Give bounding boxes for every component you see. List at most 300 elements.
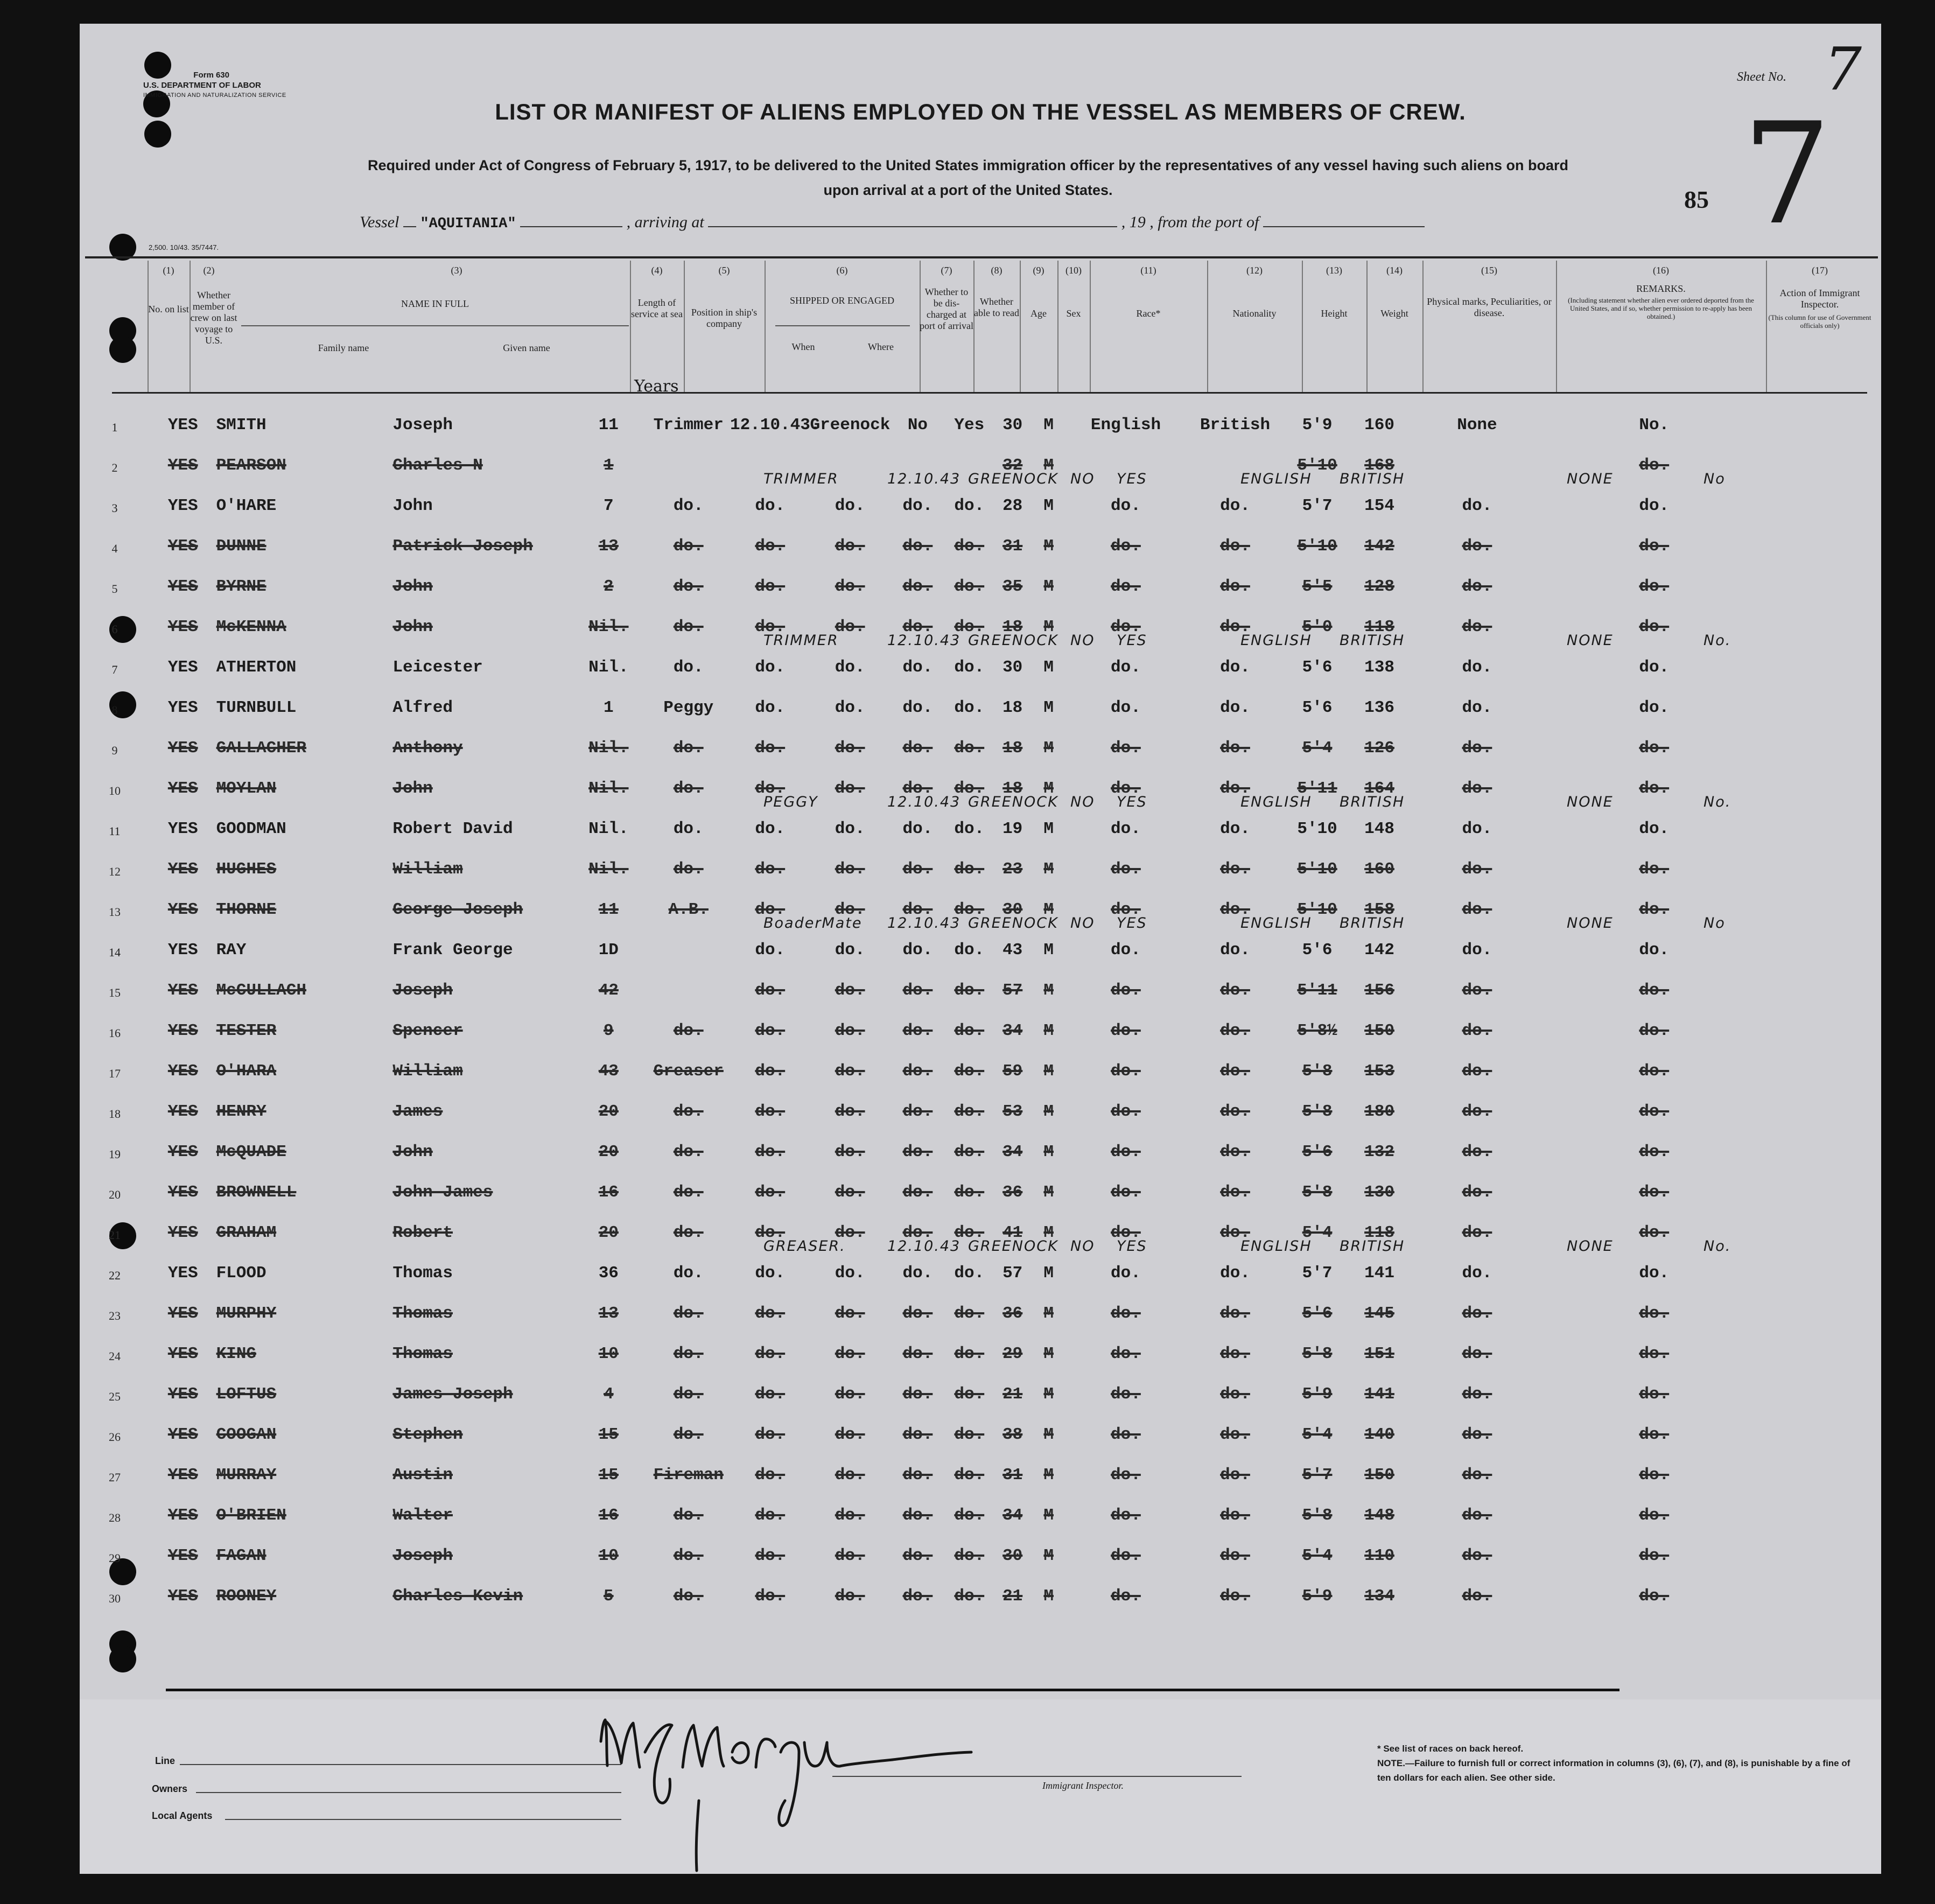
cell-position: do.: [673, 1304, 704, 1323]
cell-remarks: No.: [1639, 416, 1670, 435]
crew-row: [80, 683, 1881, 724]
cell-able-to-read: do.: [954, 860, 985, 879]
cell-crew-status: YES: [167, 456, 198, 475]
cell-discharged: do.: [902, 1264, 933, 1283]
cell-position: [647, 966, 730, 1006]
cell-sex: M: [1043, 1264, 1054, 1283]
cell-line-number: 23: [108, 1309, 121, 1322]
cell-age: 36: [1002, 1183, 1023, 1202]
header-discharged: Whether to be dis-charged at port of arrival: [920, 286, 973, 331]
cell-shipped-where: do.: [835, 1102, 865, 1121]
header-race: Race*: [1136, 308, 1161, 319]
cell-family-name: DUNNE: [216, 537, 267, 556]
cell-age: 30: [1002, 900, 1023, 919]
cell-position: do.: [673, 860, 704, 879]
cell-weight: 132: [1364, 1143, 1394, 1161]
crew-row: [80, 1572, 1881, 1612]
cell-race: English: [1090, 416, 1161, 435]
cell-position: Peggy: [663, 698, 714, 717]
cell-nationality: do.: [1220, 698, 1250, 717]
cell-given-name: Anthony: [392, 739, 463, 758]
cell-shipped-where: do.: [835, 1223, 865, 1242]
crew-table: [80, 401, 1881, 1612]
column-number: (5): [718, 265, 730, 276]
cell-height: 5'10: [1297, 820, 1337, 838]
cell-age: 32: [1002, 456, 1023, 475]
cell-discharged: do.: [902, 1102, 933, 1121]
cell-nationality: do.: [1220, 820, 1250, 838]
cell-height: 5'6: [1302, 941, 1333, 960]
cell-nationality: do.: [1220, 1345, 1250, 1363]
cell-line-number: 6: [111, 622, 118, 636]
cell-nationality: do.: [1220, 1223, 1250, 1242]
cell-age: 18: [1002, 779, 1023, 798]
cell-position: do.: [673, 496, 704, 515]
cell-given-name: James Joseph: [392, 1385, 513, 1404]
cell-inspector-action: [1762, 1370, 1881, 1410]
column-number: (16): [1653, 265, 1669, 276]
cell-nationality: do.: [1220, 1183, 1250, 1202]
cell-given-name: Walter: [392, 1506, 453, 1525]
cell-weight: 160: [1364, 416, 1394, 435]
cell-inspector-action: [1762, 562, 1881, 603]
cell-shipped-where: do.: [835, 1506, 865, 1525]
hand-race: ENGLISH: [1240, 794, 1312, 810]
column-number: (8): [991, 265, 1002, 276]
header-age: Age: [1030, 308, 1047, 319]
cell-physical-marks: do.: [1462, 1466, 1492, 1485]
cell-position: do.: [673, 618, 704, 636]
cell-line-number: 29: [108, 1551, 121, 1565]
cell-age: 36: [1002, 1304, 1023, 1323]
cell-shipped-when: do.: [755, 1587, 786, 1606]
cell-nationality: do.: [1220, 537, 1250, 556]
crew-row: [80, 1410, 1881, 1451]
cell-crew-status: YES: [167, 1062, 198, 1081]
cell-sex: M: [1043, 1021, 1054, 1040]
column-number: (12): [1246, 265, 1263, 276]
hand-where: GREENOCK: [968, 915, 1058, 932]
hand-read: YES: [1117, 632, 1147, 649]
cell-line-number: 21: [108, 1228, 121, 1242]
cell-physical-marks: do.: [1462, 1143, 1492, 1161]
cell-discharged: do.: [902, 1062, 933, 1081]
cell-remarks: do.: [1639, 577, 1670, 596]
cell-crew-status: YES: [167, 1102, 198, 1121]
cell-inspector-action: [1762, 966, 1881, 1006]
cell-able-to-read: do.: [954, 1506, 985, 1525]
cell-height: 5'7: [1302, 1264, 1333, 1283]
cell-inspector-action: [1762, 804, 1881, 845]
cell-age: 19: [1002, 820, 1023, 838]
cell-length-of-service: Nil.: [588, 860, 629, 879]
cell-crew-status: YES: [167, 416, 198, 435]
cell-height: 5'6: [1302, 1143, 1333, 1161]
cell-line-number: 19: [108, 1147, 121, 1161]
cell-line-number: 1: [111, 421, 118, 434]
cell-race: do.: [1111, 618, 1141, 636]
crew-row: [80, 845, 1881, 885]
cell-remarks: do.: [1639, 1183, 1670, 1202]
cell-height: 5'8½: [1297, 1021, 1337, 1040]
cell-sex: M: [1043, 1223, 1054, 1242]
hand-marks: NONE: [1567, 471, 1614, 487]
cell-line-number: 2: [111, 461, 118, 474]
cell-crew-status: YES: [167, 1587, 198, 1606]
cell-shipped-when: do.: [755, 658, 786, 677]
cell-given-name: John: [392, 496, 433, 515]
cell-weight: 128: [1364, 577, 1394, 596]
cell-age: 34: [1002, 1506, 1023, 1525]
cell-physical-marks: do.: [1462, 739, 1492, 758]
cell-line-number: 9: [111, 744, 118, 757]
crew-row: [80, 1128, 1881, 1168]
crew-row: [80, 724, 1881, 764]
cell-line-number: 18: [108, 1107, 121, 1121]
cell-nationality: do.: [1220, 577, 1250, 596]
cell-line-number: 12: [108, 865, 121, 878]
cell-shipped-when: do.: [755, 1345, 786, 1363]
cell-nationality: do.: [1220, 1304, 1250, 1323]
cell-able-to-read: do.: [954, 1021, 985, 1040]
cell-line-number: 17: [108, 1067, 121, 1080]
cell-position: [647, 926, 730, 966]
cell-shipped-where: do.: [835, 941, 865, 960]
hand-nationality: BRITISH: [1340, 915, 1405, 932]
cell-shipped-when: do.: [755, 1143, 786, 1161]
service-name: IMMIGRATION AND NATURALIZATION SERVICE: [143, 92, 286, 99]
cell-inspector-action: [1762, 603, 1881, 643]
cell-age: 30: [1002, 416, 1023, 435]
cell-crew-status: YES: [167, 779, 198, 798]
hand-nationality: BRITISH: [1340, 794, 1405, 810]
cell-nationality: do.: [1220, 496, 1250, 515]
cell-able-to-read: do.: [954, 941, 985, 960]
cell-height: 5'4: [1302, 1223, 1333, 1242]
crew-row: [80, 1491, 1881, 1531]
cell-family-name: O'HARA: [216, 1062, 277, 1081]
cell-able-to-read: do.: [954, 1385, 985, 1404]
cell-physical-marks: do.: [1462, 860, 1492, 879]
hand-race: ENGLISH: [1240, 915, 1312, 932]
cell-shipped-where: do.: [835, 1143, 865, 1161]
cell-length-of-service: 1: [604, 456, 614, 475]
cell-weight: 110: [1364, 1546, 1394, 1565]
cell-nationality: do.: [1220, 860, 1250, 879]
cell-discharged: do.: [902, 981, 933, 1000]
cell-position: do.: [673, 658, 704, 677]
cell-inspector-action: [1762, 885, 1881, 926]
cell-height: 5'4: [1302, 1425, 1333, 1444]
cell-line-number: 11: [109, 824, 121, 838]
cell-remarks: do.: [1639, 739, 1670, 758]
cell-race: do.: [1111, 537, 1141, 556]
cell-shipped-when: do.: [755, 1466, 786, 1485]
header-nationality: Nationality: [1232, 308, 1277, 319]
cell-physical-marks: do.: [1462, 1345, 1492, 1363]
cell-line-number: 13: [108, 905, 121, 919]
cell-length-of-service: 7: [604, 496, 614, 515]
cell-crew-status: YES: [167, 577, 198, 596]
cell-sex: M: [1043, 1304, 1054, 1323]
cell-race: do.: [1111, 658, 1141, 677]
cell-inspector-action: [1762, 401, 1881, 441]
cell-line-number: 3: [111, 501, 118, 515]
cell-race: do.: [1111, 496, 1141, 515]
column-number: (6): [836, 265, 848, 276]
sheet-number-label: Sheet No.: [1737, 70, 1786, 84]
cell-length-of-service: 10: [598, 1546, 619, 1565]
cell-age: 21: [1002, 1587, 1023, 1606]
cell-sex: M: [1043, 779, 1054, 798]
line-label: Line: [155, 1755, 176, 1766]
cell-length-of-service: 4: [604, 1385, 614, 1404]
hand-remarks: No: [1703, 471, 1726, 487]
cell-family-name: GRAHAM: [216, 1223, 277, 1242]
cell-height: 5'0: [1302, 618, 1333, 636]
cell-crew-status: YES: [167, 1021, 198, 1040]
crew-row: [80, 1087, 1881, 1128]
cell-position: Fireman: [653, 1466, 724, 1485]
crew-row: [80, 804, 1881, 845]
cell-shipped-when: do.: [755, 820, 786, 838]
header-shipped-engaged: SHIPPED OR ENGAGED: [789, 295, 894, 306]
cell-given-name: James: [392, 1102, 443, 1121]
cell-sex: M: [1043, 820, 1054, 838]
header-when: When: [791, 341, 815, 352]
cell-height: 5'6: [1302, 1304, 1333, 1323]
cell-age: 18: [1002, 739, 1023, 758]
cell-position: do.: [673, 779, 704, 798]
cell-age: 57: [1002, 1264, 1023, 1283]
cell-discharged: do.: [902, 1587, 933, 1606]
cell-given-name: William: [392, 860, 463, 879]
cell-physical-marks: do.: [1462, 537, 1492, 556]
cell-able-to-read: do.: [954, 1425, 985, 1444]
cell-sex: M: [1043, 1506, 1054, 1525]
local-agents-label: Local Agents: [152, 1810, 213, 1821]
cell-inspector-action: [1762, 1087, 1881, 1128]
cell-crew-status: YES: [167, 1304, 198, 1323]
hand-remarks: No.: [1703, 632, 1731, 649]
header-family-name: Family name: [318, 342, 369, 353]
cell-race: do.: [1111, 1345, 1141, 1363]
subtitle-line-2: upon arrival at a port of the United States.: [823, 182, 1113, 198]
hand-position: GREASER.: [763, 1238, 846, 1255]
hand-when: 12.10.43: [887, 794, 961, 810]
cell-shipped-when: do.: [755, 1021, 786, 1040]
cell-able-to-read: do.: [954, 1183, 985, 1202]
cell-nationality: do.: [1220, 1062, 1250, 1081]
cell-position: do.: [673, 1345, 704, 1363]
cell-length-of-service: 20: [598, 1223, 619, 1242]
cell-shipped-where: do.: [835, 1587, 865, 1606]
cell-height: 5'8: [1302, 1345, 1333, 1363]
cell-shipped-where: do.: [835, 1466, 865, 1485]
cell-family-name: BROWNELL: [216, 1183, 297, 1202]
column-number: (13): [1326, 265, 1342, 276]
cell-position: do.: [673, 1587, 704, 1606]
cell-shipped-when: do.: [755, 941, 786, 960]
cell-age: 38: [1002, 1425, 1023, 1444]
cell-remarks: do.: [1639, 1102, 1670, 1121]
cell-race: do.: [1111, 941, 1141, 960]
cell-crew-status: YES: [167, 1466, 198, 1485]
cell-discharged: do.: [902, 1546, 933, 1565]
cell-nationality: do.: [1220, 1546, 1250, 1565]
cell-length-of-service: 15: [598, 1425, 619, 1444]
cell-sex: M: [1043, 1143, 1054, 1161]
cell-race: do.: [1111, 577, 1141, 596]
cell-race: do.: [1111, 1264, 1141, 1283]
cell-shipped-when: do.: [755, 1223, 786, 1242]
cell-physical-marks: do.: [1462, 1304, 1492, 1323]
years-note: Years: [634, 377, 679, 396]
cell-inspector-action: [1762, 683, 1881, 724]
cell-remarks: do.: [1639, 1021, 1670, 1040]
crew-row: [80, 643, 1881, 683]
cell-position: do.: [673, 1021, 704, 1040]
cell-inspector-action: [1762, 1329, 1881, 1370]
cell-family-name: THORNE: [216, 900, 277, 919]
cell-length-of-service: 2: [604, 577, 614, 596]
cell-nationality: do.: [1220, 618, 1250, 636]
cell-age: 59: [1002, 1062, 1023, 1081]
cell-height: 5'5: [1302, 577, 1333, 596]
cell-able-to-read: do.: [954, 1304, 985, 1323]
cell-nationality: do.: [1220, 1102, 1250, 1121]
cell-position: do.: [673, 1385, 704, 1404]
cell-remarks: do.: [1639, 1425, 1670, 1444]
cell-able-to-read: do.: [954, 1345, 985, 1363]
cell-nationality: do.: [1220, 1506, 1250, 1525]
cell-crew-status: YES: [167, 658, 198, 677]
cell-weight: 134: [1364, 1587, 1394, 1606]
cell-able-to-read: Yes: [954, 416, 985, 435]
cell-shipped-where: do.: [835, 860, 865, 879]
cell-given-name: Stephen: [392, 1425, 463, 1444]
cell-able-to-read: do.: [954, 1264, 985, 1283]
cell-discharged: do.: [902, 1385, 933, 1404]
cell-given-name: John: [392, 577, 433, 596]
cell-crew-status: YES: [167, 537, 198, 556]
cell-remarks: do.: [1639, 1264, 1670, 1283]
cell-weight: 148: [1364, 820, 1394, 838]
cell-shipped-where: do.: [835, 496, 865, 515]
cell-weight: 168: [1364, 456, 1394, 475]
cell-age: 31: [1002, 1466, 1023, 1485]
cell-age: 53: [1002, 1102, 1023, 1121]
cell-sex: M: [1043, 577, 1054, 596]
year-label: , 19: [1121, 213, 1146, 231]
cell-discharged: do.: [902, 1506, 933, 1525]
cell-shipped-where: do.: [835, 1345, 865, 1363]
cell-discharged: do.: [902, 1021, 933, 1040]
cell-weight: 151: [1364, 1345, 1394, 1363]
cell-height: 5'9: [1302, 1587, 1333, 1606]
cell-weight: 126: [1364, 739, 1394, 758]
cell-inspector-action: [1762, 764, 1881, 804]
cell-shipped-when: do.: [755, 779, 786, 798]
cell-height: 5'10: [1297, 537, 1337, 556]
cell-nationality: do.: [1220, 658, 1250, 677]
cell-physical-marks: None: [1457, 416, 1497, 435]
cell-physical-marks: do.: [1462, 1102, 1492, 1121]
crew-row: [80, 1047, 1881, 1087]
cell-nationality: do.: [1220, 900, 1250, 919]
document-title: LIST OR MANIFEST OF ALIENS EMPLOYED ON THE VESSEL AS MEMBERS OF CREW.: [495, 99, 1466, 124]
cell-inspector-action: [1762, 1451, 1881, 1491]
cell-shipped-when: do.: [755, 1506, 786, 1525]
cell-shipped-where: do.: [835, 1183, 865, 1202]
cell-discharged: do.: [902, 618, 933, 636]
arriving-label: , arriving at: [626, 213, 704, 231]
cell-family-name: LOFTUS: [216, 1385, 277, 1404]
hand-where: GREENOCK: [968, 471, 1058, 487]
column-number: (11): [1140, 265, 1156, 276]
hand-nationality: BRITISH: [1340, 1238, 1405, 1255]
cell-position: A.B.: [668, 900, 709, 919]
cell-shipped-when: do.: [755, 1425, 786, 1444]
cell-discharged: do.: [902, 779, 933, 798]
cell-sex: M: [1043, 1345, 1054, 1363]
cell-shipped-where: do.: [835, 900, 865, 919]
cell-race: do.: [1111, 900, 1141, 919]
cell-length-of-service: 1: [604, 698, 614, 717]
hand-discharged: NO: [1070, 1238, 1095, 1255]
cell-shipped-when: do.: [755, 1102, 786, 1121]
cell-shipped-where: do.: [835, 739, 865, 758]
cell-crew-status: YES: [167, 1506, 198, 1525]
cell-able-to-read: do.: [954, 496, 985, 515]
cell-physical-marks: do.: [1462, 1506, 1492, 1525]
cell-given-name: Joseph: [392, 981, 453, 1000]
cell-inspector-action: [1762, 643, 1881, 683]
cell-weight: 158: [1364, 900, 1394, 919]
cell-family-name: O'BRIEN: [216, 1506, 286, 1525]
hand-remarks: No.: [1703, 1238, 1731, 1255]
vessel-line: [360, 213, 1425, 232]
cell-sex: M: [1043, 739, 1054, 758]
cell-sex: M: [1043, 1062, 1054, 1081]
cell-sex: M: [1043, 658, 1054, 677]
cell-given-name: Robert: [392, 1223, 453, 1242]
cell-position: do.: [673, 1425, 704, 1444]
hand-read: YES: [1117, 915, 1147, 932]
cell-sex: M: [1043, 860, 1054, 879]
cell-line-number: 24: [108, 1349, 121, 1363]
hand-read: YES: [1117, 471, 1147, 487]
cell-shipped-when: 12.10.43.: [730, 416, 821, 435]
cell-sex: M: [1043, 456, 1054, 475]
cell-race: do.: [1111, 1143, 1141, 1161]
cell-position: do.: [673, 1223, 704, 1242]
cell-shipped-where: do.: [835, 537, 865, 556]
cell-shipped-where: do.: [835, 577, 865, 596]
cell-discharged: do.: [902, 900, 933, 919]
cell-shipped-where: do.: [835, 820, 865, 838]
cell-family-name: PEARSON: [216, 456, 286, 475]
cell-discharged: do.: [902, 1304, 933, 1323]
cell-length-of-service: 13: [598, 537, 619, 556]
cell-remarks: do.: [1639, 1304, 1670, 1323]
cell-race: do.: [1111, 1102, 1141, 1121]
from-port-label: , from the port of: [1149, 213, 1259, 231]
cell-weight: 142: [1364, 537, 1394, 556]
cell-discharged: do.: [902, 537, 933, 556]
cell-shipped-where: do.: [835, 1546, 865, 1565]
cell-discharged: do.: [902, 658, 933, 677]
